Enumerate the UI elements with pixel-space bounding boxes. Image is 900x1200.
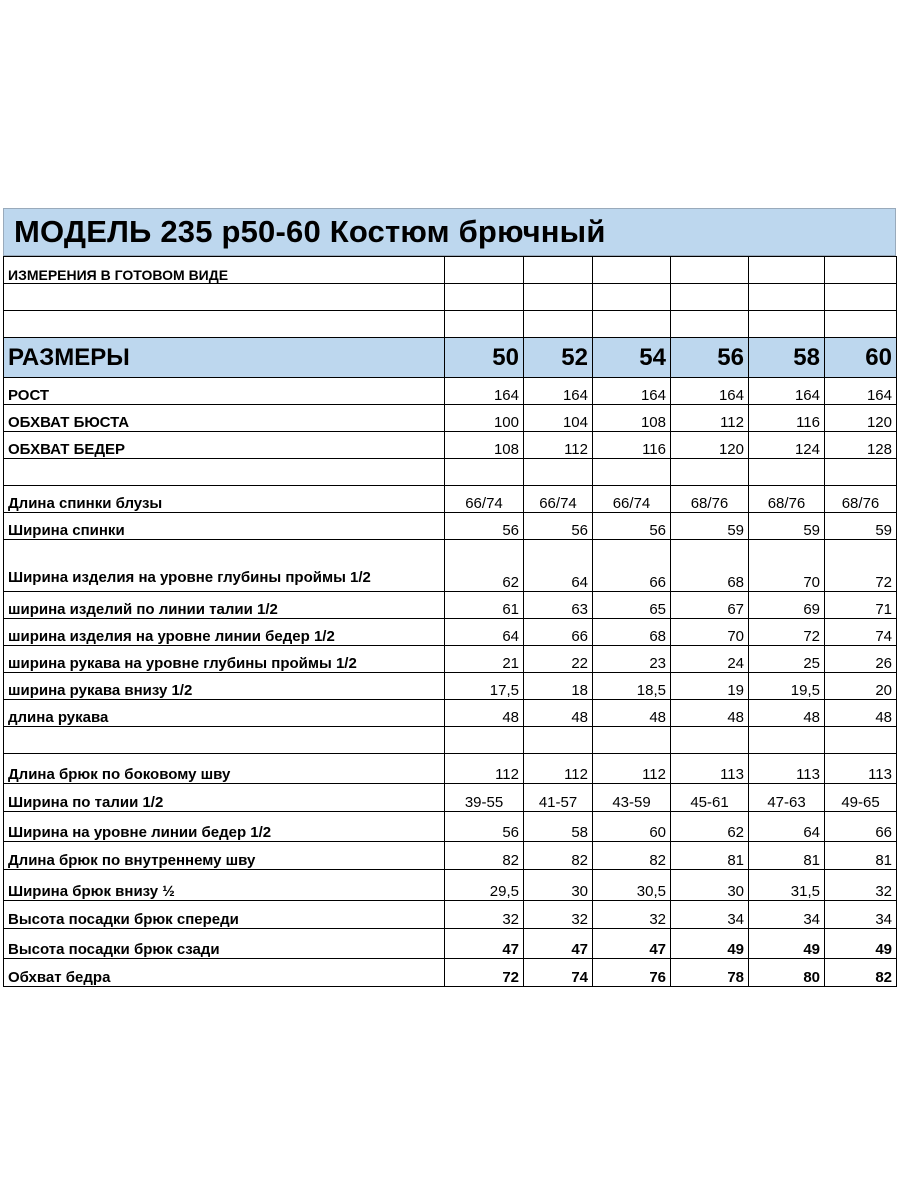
- value-cell: 56: [524, 513, 593, 540]
- value-cell: 31,5: [749, 870, 825, 901]
- value-cell: 60: [593, 812, 671, 842]
- value-cell: 47: [593, 929, 671, 959]
- value-cell: 82: [825, 959, 897, 987]
- value-cell: 112: [593, 754, 671, 784]
- row-label: Длина брюк по боковому шву: [4, 754, 445, 784]
- empty-cell: [825, 284, 897, 311]
- empty-cell: [524, 459, 593, 486]
- empty-cell: [671, 459, 749, 486]
- value-cell: 22: [524, 646, 593, 673]
- empty-cell: [593, 727, 671, 754]
- value-cell: 120: [825, 405, 897, 432]
- value-cell: 58: [524, 812, 593, 842]
- value-cell: 164: [524, 378, 593, 405]
- value-cell: 71: [825, 592, 897, 619]
- row-label: Высота посадки брюк спереди: [4, 901, 445, 929]
- row-label: Обхват бедра: [4, 959, 445, 987]
- value-cell: 113: [749, 754, 825, 784]
- table-row: [4, 901, 897, 929]
- table-row: [4, 929, 897, 959]
- empty-cell: [524, 727, 593, 754]
- empty-cell: [749, 284, 825, 311]
- table-row: [4, 959, 897, 987]
- table-row: [4, 646, 897, 673]
- value-cell: 124: [749, 432, 825, 459]
- value-cell: 30: [671, 870, 749, 901]
- empty-cell: [445, 311, 524, 338]
- size-header: 58: [749, 338, 825, 378]
- empty-cell: [825, 311, 897, 338]
- value-cell: 72: [749, 619, 825, 646]
- value-cell: 74: [524, 959, 593, 987]
- value-cell: 164: [749, 378, 825, 405]
- value-cell: 66: [524, 619, 593, 646]
- value-cell: 68/76: [825, 486, 897, 513]
- value-cell: 116: [593, 432, 671, 459]
- empty-cell: [593, 459, 671, 486]
- size-header: 50: [445, 338, 524, 378]
- value-cell: 17,5: [445, 673, 524, 700]
- value-cell: 62: [671, 812, 749, 842]
- row-label: ОБХВАТ БЮСТА: [4, 405, 445, 432]
- value-cell: 68/76: [671, 486, 749, 513]
- value-cell: 30: [524, 870, 593, 901]
- table-row: [4, 592, 897, 619]
- table-row: [4, 842, 897, 870]
- value-cell: 19: [671, 673, 749, 700]
- value-cell: 112: [524, 754, 593, 784]
- value-cell: 120: [671, 432, 749, 459]
- row-label: ширина рукава внизу 1/2: [4, 673, 445, 700]
- value-cell: 49-65: [825, 784, 897, 812]
- value-cell: 66/74: [524, 486, 593, 513]
- value-cell: 82: [445, 842, 524, 870]
- empty-cell: [524, 257, 593, 284]
- row-label: Высота посадки брюк сзади: [4, 929, 445, 959]
- measurements-table: [3, 256, 897, 987]
- row-label: Длина брюк по внутреннему шву: [4, 842, 445, 870]
- value-cell: 24: [671, 646, 749, 673]
- row-label: Ширина по талии 1/2: [4, 784, 445, 812]
- value-cell: 34: [749, 901, 825, 929]
- value-cell: 112: [524, 432, 593, 459]
- value-cell: 47: [524, 929, 593, 959]
- value-cell: 108: [445, 432, 524, 459]
- table-row: [4, 700, 897, 727]
- value-cell: 48: [524, 700, 593, 727]
- size-chart: [3, 208, 896, 987]
- value-cell: 104: [524, 405, 593, 432]
- value-cell: 66/74: [445, 486, 524, 513]
- value-cell: 164: [445, 378, 524, 405]
- row-label: ширина изделия на уровне линии бедер 1/2: [4, 619, 445, 646]
- value-cell: 81: [825, 842, 897, 870]
- value-cell: 49: [671, 929, 749, 959]
- value-cell: 128: [825, 432, 897, 459]
- value-cell: 30,5: [593, 870, 671, 901]
- value-cell: 49: [825, 929, 897, 959]
- empty-cell: [749, 459, 825, 486]
- sizes-label: РАЗМЕРЫ: [4, 338, 445, 378]
- value-cell: 164: [593, 378, 671, 405]
- table-row: [4, 513, 897, 540]
- value-cell: 34: [825, 901, 897, 929]
- value-cell: 78: [671, 959, 749, 987]
- value-cell: 82: [593, 842, 671, 870]
- empty-cell: [825, 727, 897, 754]
- value-cell: 59: [825, 513, 897, 540]
- value-cell: 59: [671, 513, 749, 540]
- empty-cell: [825, 257, 897, 284]
- size-header: 54: [593, 338, 671, 378]
- value-cell: 100: [445, 405, 524, 432]
- table-row: [4, 405, 897, 432]
- spacer-row: [4, 311, 897, 338]
- empty-cell: [4, 284, 445, 311]
- table-row: [4, 812, 897, 842]
- value-cell: 108: [593, 405, 671, 432]
- empty-cell: [825, 459, 897, 486]
- value-cell: 48: [445, 700, 524, 727]
- row-label: Ширина брюк внизу ½: [4, 870, 445, 901]
- value-cell: 65: [593, 592, 671, 619]
- value-cell: 32: [524, 901, 593, 929]
- value-cell: 48: [593, 700, 671, 727]
- value-cell: 56: [593, 513, 671, 540]
- table-row: [4, 432, 897, 459]
- value-cell: 32: [825, 870, 897, 901]
- row-label: Ширина на уровне линии бедер 1/2: [4, 812, 445, 842]
- table-row: [4, 619, 897, 646]
- value-cell: 19,5: [749, 673, 825, 700]
- value-cell: 72: [445, 959, 524, 987]
- value-cell: 72: [825, 540, 897, 592]
- value-cell: 70: [749, 540, 825, 592]
- value-cell: 29,5: [445, 870, 524, 901]
- value-cell: 68: [593, 619, 671, 646]
- value-cell: 39-55: [445, 784, 524, 812]
- table-row: [4, 540, 897, 592]
- empty-cell: [445, 727, 524, 754]
- value-cell: 20: [825, 673, 897, 700]
- value-cell: 68: [671, 540, 749, 592]
- value-cell: 21: [445, 646, 524, 673]
- table-subtitle: ИЗМЕРЕНИЯ В ГОТОВОМ ВИДЕ: [4, 257, 445, 284]
- value-cell: 82: [524, 842, 593, 870]
- table-row: [4, 754, 897, 784]
- value-cell: 66: [825, 812, 897, 842]
- empty-cell: [593, 311, 671, 338]
- value-cell: 25: [749, 646, 825, 673]
- value-cell: 66: [593, 540, 671, 592]
- value-cell: 74: [825, 619, 897, 646]
- value-cell: 116: [749, 405, 825, 432]
- spacer-row: [4, 284, 897, 311]
- row-label: Длина спинки блузы: [4, 486, 445, 513]
- empty-cell: [445, 284, 524, 311]
- empty-cell: [445, 257, 524, 284]
- row-label: РОСТ: [4, 378, 445, 405]
- value-cell: 81: [671, 842, 749, 870]
- value-cell: 112: [445, 754, 524, 784]
- value-cell: 56: [445, 812, 524, 842]
- size-header: 56: [671, 338, 749, 378]
- empty-cell: [4, 311, 445, 338]
- value-cell: 67: [671, 592, 749, 619]
- value-cell: 113: [825, 754, 897, 784]
- value-cell: 56: [445, 513, 524, 540]
- value-cell: 43-59: [593, 784, 671, 812]
- value-cell: 26: [825, 646, 897, 673]
- value-cell: 32: [593, 901, 671, 929]
- value-cell: 68/76: [749, 486, 825, 513]
- empty-cell: [4, 727, 445, 754]
- value-cell: 32: [445, 901, 524, 929]
- row-label: длина рукава: [4, 700, 445, 727]
- empty-cell: [671, 727, 749, 754]
- table-row: [4, 673, 897, 700]
- row-label: Ширина изделия на уровне глубины проймы 1/2: [4, 540, 445, 592]
- value-cell: 66/74: [593, 486, 671, 513]
- value-cell: 47-63: [749, 784, 825, 812]
- table-row: [4, 378, 897, 405]
- value-cell: 63: [524, 592, 593, 619]
- empty-cell: [671, 284, 749, 311]
- empty-cell: [4, 459, 445, 486]
- value-cell: 18,5: [593, 673, 671, 700]
- row-label: ОБХВАТ БЕДЕР: [4, 432, 445, 459]
- value-cell: 48: [671, 700, 749, 727]
- value-cell: 18: [524, 673, 593, 700]
- row-label: Ширина спинки: [4, 513, 445, 540]
- value-cell: 164: [825, 378, 897, 405]
- value-cell: 81: [749, 842, 825, 870]
- value-cell: 62: [445, 540, 524, 592]
- value-cell: 34: [671, 901, 749, 929]
- empty-cell: [749, 311, 825, 338]
- value-cell: 49: [749, 929, 825, 959]
- sizes-header-row: [4, 338, 897, 378]
- value-cell: 70: [671, 619, 749, 646]
- table-row: [4, 870, 897, 901]
- value-cell: 59: [749, 513, 825, 540]
- row-label: ширина рукава на уровне глубины проймы 1/2: [4, 646, 445, 673]
- empty-cell: [671, 257, 749, 284]
- value-cell: 64: [524, 540, 593, 592]
- value-cell: 45-61: [671, 784, 749, 812]
- value-cell: 76: [593, 959, 671, 987]
- value-cell: 80: [749, 959, 825, 987]
- size-header: 60: [825, 338, 897, 378]
- value-cell: 61: [445, 592, 524, 619]
- value-cell: 164: [671, 378, 749, 405]
- table-row: [4, 784, 897, 812]
- value-cell: 64: [445, 619, 524, 646]
- page-title: МОДЕЛЬ 235 р50-60 Костюм брючный: [3, 208, 896, 256]
- empty-cell: [593, 257, 671, 284]
- value-cell: 41-57: [524, 784, 593, 812]
- spacer-row: [4, 459, 897, 486]
- empty-cell: [593, 284, 671, 311]
- spacer-row: [4, 727, 897, 754]
- value-cell: 113: [671, 754, 749, 784]
- value-cell: 48: [749, 700, 825, 727]
- subtitle-row: [4, 257, 897, 284]
- value-cell: 23: [593, 646, 671, 673]
- empty-cell: [524, 311, 593, 338]
- table-row: [4, 486, 897, 513]
- value-cell: 69: [749, 592, 825, 619]
- value-cell: 64: [749, 812, 825, 842]
- size-header: 52: [524, 338, 593, 378]
- value-cell: 112: [671, 405, 749, 432]
- value-cell: 47: [445, 929, 524, 959]
- value-cell: 48: [825, 700, 897, 727]
- row-label: ширина изделий по линии талии 1/2: [4, 592, 445, 619]
- empty-cell: [524, 284, 593, 311]
- empty-cell: [749, 727, 825, 754]
- empty-cell: [671, 311, 749, 338]
- empty-cell: [749, 257, 825, 284]
- empty-cell: [445, 459, 524, 486]
